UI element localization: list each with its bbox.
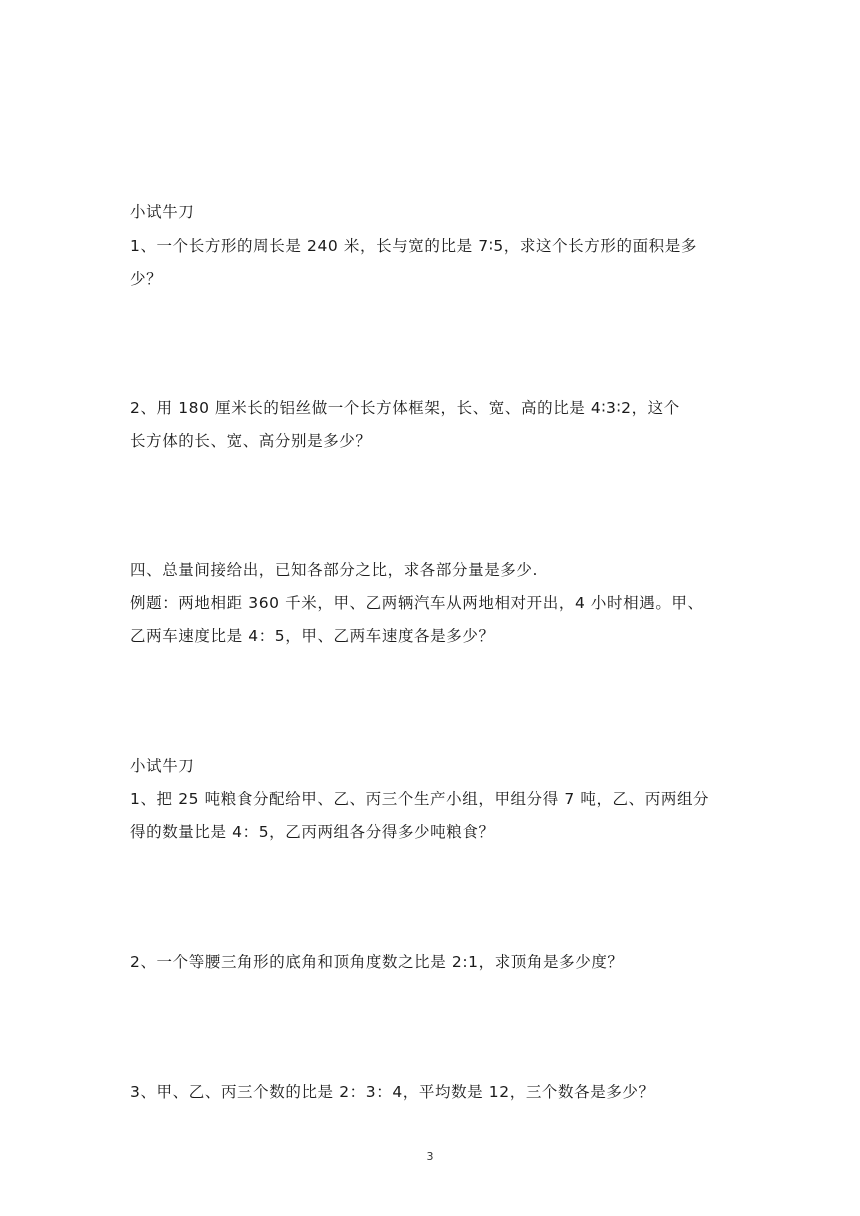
practice2-question-1-line-2: 得的数量比是 4：5，乙丙两组各分得多少吨粮食？ [130,823,495,841]
practice2-question-1-line-1: 1、把 25 吨粮食分配给甲、乙、丙三个生产小组，甲组分得 7 吨，乙、丙两组分 [130,790,710,808]
page-number: 3 [426,1150,434,1163]
section-heading-four: 四、总量间接给出，已知各部分之比，求各部分量是多少. [130,561,539,579]
question-2-line-1: 2、用 180 厘米长的铝丝做一个长方体框架，长、宽、高的比是 4∶3∶2，这个 [130,399,680,417]
example-line-2: 乙两车速度比是 4：5，甲、乙两车速度各是多少？ [130,627,495,645]
section-heading-practice-2: 小试牛刀 [130,757,195,775]
section-heading-practice-1: 小试牛刀 [130,203,195,221]
example-line-1: 例题：两地相距 360 千米，甲、乙两辆汽车从两地相对开出，4 小时相遇。甲、 [130,594,704,612]
practice2-question-2: 2、一个等腰三角形的底角和顶角度数之比是 2:1，求顶角是多少度？ [130,953,624,971]
practice2-question-3: 3、甲、乙、丙三个数的比是 2：3：4，平均数是 12，三个数各是多少？ [130,1083,655,1101]
question-1-line-1: 1、一个长方形的周长是 240 米，长与宽的比是 7∶5，求这个长方形的面积是多 [130,237,697,255]
question-1-line-2: 少？ [130,270,163,288]
question-2-line-2: 长方体的长、宽、高分别是多少？ [130,432,372,450]
